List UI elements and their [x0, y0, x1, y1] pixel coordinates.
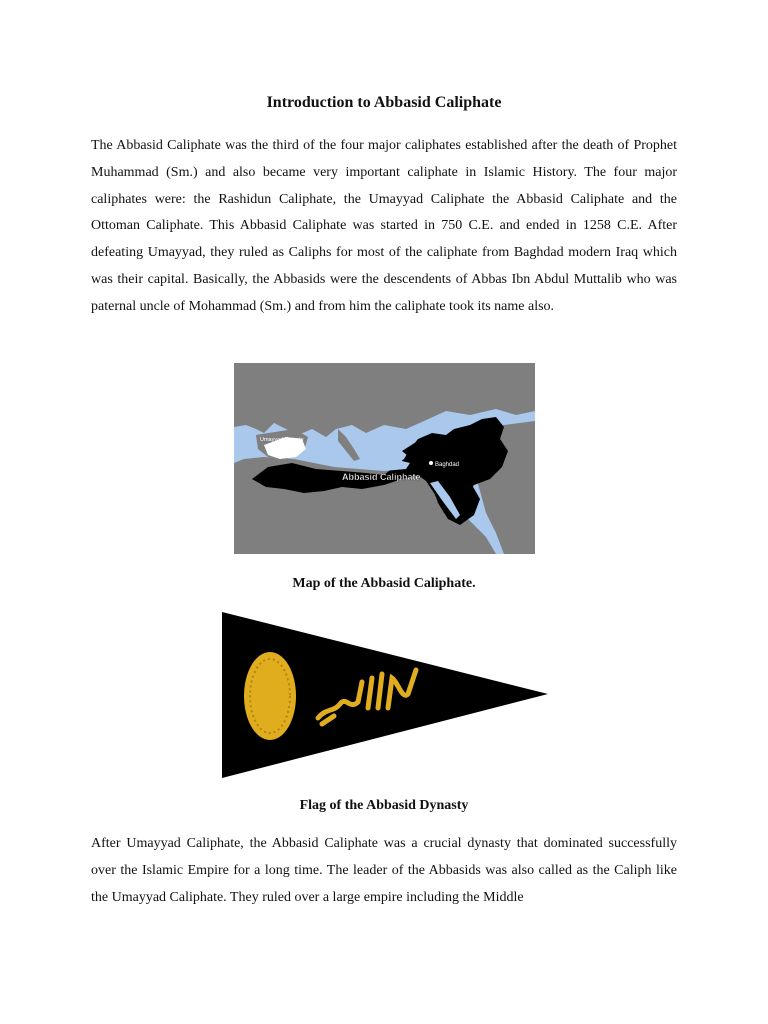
map-caption: Map of the Abbasid Caliphate.	[292, 576, 476, 591]
intro-paragraph: The Abbasid Caliphate was the third of the four major caliphates established after the death of Prophet Muhammad (Sm.) and also became very important caliphate in Islamic History. The four major caliphates were: the Rashidun Caliphate, the Umayyad Caliphate the Abbasid Caliphate and the Ottoman Caliphate. This Abbasid Caliphate was started in 750 C.E. and ended in 1258 C.E. After defeating Umayyad, they ruled as Caliphs for most of the caliphate from Baghdad modern Iraq which was their capital. Basically, the Abbasids were the descendents of Abbas Ibn Abdul Muttalib who was paternal uncle of Mohammad (Sm.) and from him the caliphate took its name also.	[91, 138, 677, 314]
baghdad-marker	[429, 461, 433, 465]
umayyad-map-label: Umayyad Emirate	[260, 437, 304, 443]
baghdad-label: Baghdad	[435, 462, 460, 468]
second-paragraph: After Umayyad Caliphate, the Abbasid Caliphate was a crucial dynasty that dominated successfully over the Islamic Empire for a long time. The leader of the Abbasids was also called as the Caliph like the Umayyad Caliphate. They ruled over a large empire including the Middle	[91, 836, 677, 905]
flag-seal	[244, 652, 296, 740]
flag-caption: Flag of the Abbasid Dynasty	[299, 798, 469, 813]
abbasid-flag-image	[222, 612, 548, 778]
document-title: Introduction to Abbasid Caliphate	[266, 94, 502, 111]
abbasid-map-label: Abbasid Caliphate	[342, 472, 421, 482]
abbasid-map-image	[234, 363, 535, 554]
